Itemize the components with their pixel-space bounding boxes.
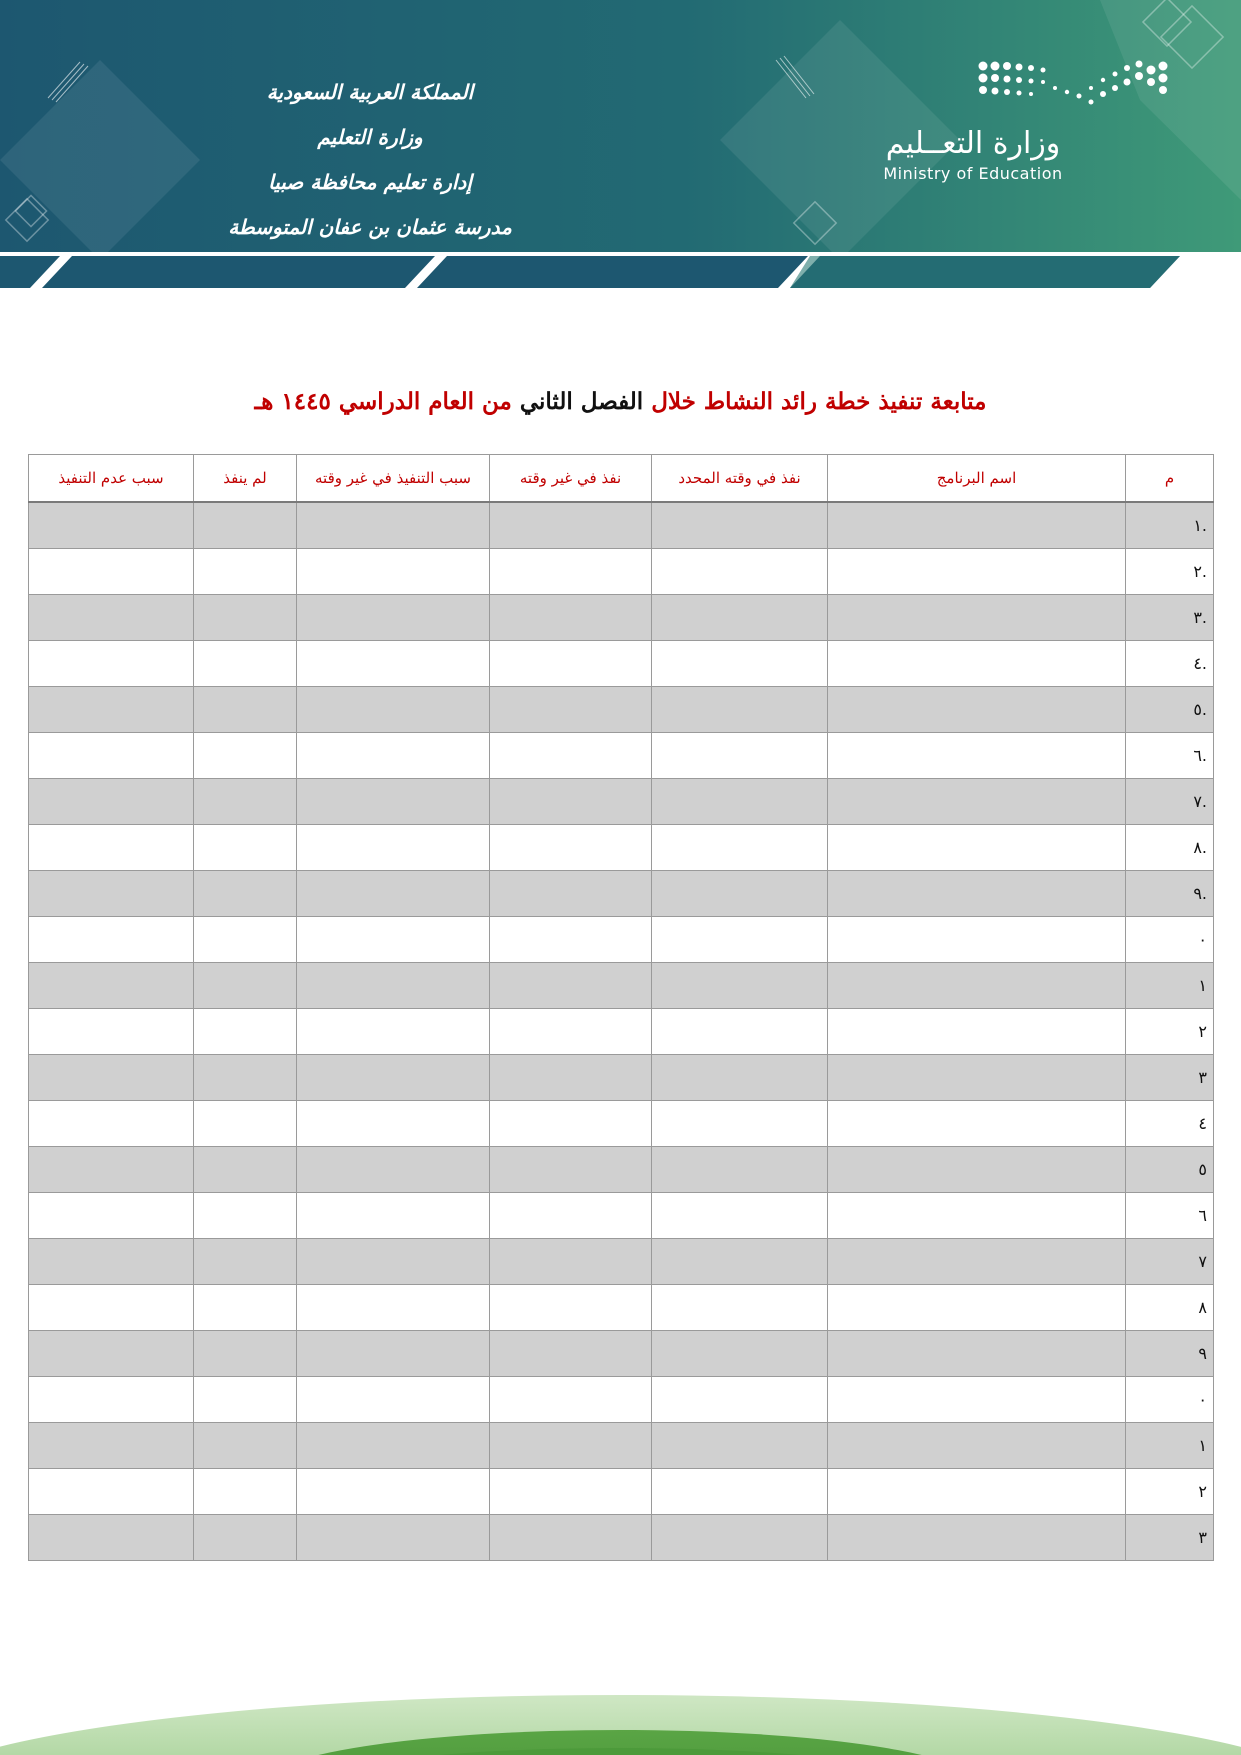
row-number-cell: .٥ <box>1126 687 1214 733</box>
header-done-on-time: نفذ في وقته المحدد <box>652 455 828 503</box>
done-late-cell[interactable] <box>490 917 652 963</box>
header-line-kingdom: المملكة العربية السعودية <box>266 80 474 104</box>
done-on-time-cell[interactable] <box>652 641 828 687</box>
table-row <box>29 779 1214 825</box>
program-name-cell[interactable] <box>828 963 1126 1009</box>
logo-dots-icon <box>973 58 1173 118</box>
program-name-cell[interactable] <box>828 779 1126 825</box>
not-done-reason-cell[interactable] <box>29 733 194 779</box>
done-on-time-cell[interactable] <box>652 779 828 825</box>
program-name-cell[interactable] <box>828 687 1126 733</box>
row-number-cell: .٧ <box>1126 779 1214 825</box>
done-on-time-cell[interactable] <box>652 595 828 641</box>
not-done-cell[interactable] <box>194 917 297 963</box>
table-row <box>29 871 1214 917</box>
late-reason-cell[interactable] <box>297 502 490 549</box>
not-done-cell[interactable] <box>194 1147 297 1193</box>
not-done-reason-cell[interactable] <box>29 917 194 963</box>
not-done-cell[interactable] <box>194 1055 297 1101</box>
not-done-reason-cell[interactable] <box>29 963 194 1009</box>
table-row <box>29 1055 1214 1101</box>
not-done-reason-cell[interactable] <box>29 1515 194 1561</box>
program-name-cell[interactable] <box>828 1515 1126 1561</box>
table-row <box>29 1101 1214 1147</box>
not-done-reason-cell[interactable] <box>29 1331 194 1377</box>
table-row <box>29 502 1214 549</box>
program-name-cell[interactable] <box>828 1009 1126 1055</box>
program-name-cell[interactable] <box>828 641 1126 687</box>
not-done-cell[interactable] <box>194 502 297 549</box>
done-late-cell[interactable] <box>490 963 652 1009</box>
table-header-row <box>29 455 1214 503</box>
not-done-reason-cell[interactable] <box>29 825 194 871</box>
not-done-cell[interactable] <box>194 1515 297 1561</box>
header-done-late: نفذ في غير وقته <box>490 455 652 503</box>
done-late-cell[interactable] <box>490 1423 652 1469</box>
row-number-cell: .٩ <box>1126 871 1214 917</box>
school-header-text <box>160 70 580 250</box>
row-number-cell: ٩ <box>1126 1331 1214 1377</box>
done-on-time-cell[interactable] <box>652 1193 828 1239</box>
row-number-cell: .٤ <box>1126 641 1214 687</box>
late-reason-cell[interactable] <box>297 917 490 963</box>
late-reason-cell[interactable] <box>297 687 490 733</box>
late-reason-cell[interactable] <box>297 825 490 871</box>
late-reason-cell[interactable] <box>297 1239 490 1285</box>
table-row <box>29 733 1214 779</box>
table-row <box>29 1377 1214 1423</box>
done-on-time-cell[interactable] <box>652 963 828 1009</box>
header-late-reason: سبب التنفيذ في غير وقته <box>297 455 490 503</box>
done-on-time-cell[interactable] <box>652 687 828 733</box>
done-late-cell[interactable] <box>490 1515 652 1561</box>
late-reason-cell[interactable] <box>297 1101 490 1147</box>
table-row <box>29 825 1214 871</box>
done-on-time-cell[interactable] <box>652 917 828 963</box>
done-on-time-cell[interactable] <box>652 1147 828 1193</box>
logo-english-text: Ministry of Education <box>883 164 1063 183</box>
done-on-time-cell[interactable] <box>652 1009 828 1055</box>
table-row <box>29 917 1214 963</box>
done-on-time-cell[interactable] <box>652 1055 828 1101</box>
table-row <box>29 687 1214 733</box>
late-reason-cell[interactable] <box>297 1515 490 1561</box>
late-reason-cell[interactable] <box>297 1469 490 1515</box>
table-row <box>29 1009 1214 1055</box>
not-done-cell[interactable] <box>194 1331 297 1377</box>
ministry-logo <box>868 58 1178 188</box>
done-late-cell[interactable] <box>490 825 652 871</box>
title-part-1: متابعة تنفيذ خطة رائد النشاط خلال <box>651 388 987 415</box>
done-on-time-cell[interactable] <box>652 1423 828 1469</box>
not-done-reason-cell[interactable] <box>29 687 194 733</box>
late-reason-cell[interactable] <box>297 1423 490 1469</box>
table-row <box>29 1239 1214 1285</box>
header-not-done: لم ينفذ <box>194 455 297 503</box>
program-name-cell[interactable] <box>828 825 1126 871</box>
late-reason-cell[interactable] <box>297 733 490 779</box>
done-late-cell[interactable] <box>490 1055 652 1101</box>
row-number-cell: .٨ <box>1126 825 1214 871</box>
program-name-cell[interactable] <box>828 1239 1126 1285</box>
not-done-reason-cell[interactable] <box>29 779 194 825</box>
header-line-ministry: وزارة التعليم <box>317 125 423 149</box>
not-done-reason-cell[interactable] <box>29 1285 194 1331</box>
late-reason-cell[interactable] <box>297 1377 490 1423</box>
table-row <box>29 963 1214 1009</box>
done-late-cell[interactable] <box>490 871 652 917</box>
row-number-cell: .٦ <box>1126 733 1214 779</box>
program-name-cell[interactable] <box>828 1193 1126 1239</box>
done-late-cell[interactable] <box>490 1239 652 1285</box>
done-on-time-cell[interactable] <box>652 733 828 779</box>
program-name-cell[interactable] <box>828 1377 1126 1423</box>
row-number-cell: ٤ <box>1126 1101 1214 1147</box>
page-title <box>0 388 1241 415</box>
late-reason-cell[interactable] <box>297 1147 490 1193</box>
footer-wave <box>0 1690 1241 1755</box>
done-on-time-cell[interactable] <box>652 871 828 917</box>
not-done-cell[interactable] <box>194 1423 297 1469</box>
done-late-cell[interactable] <box>490 1147 652 1193</box>
late-reason-cell[interactable] <box>297 1009 490 1055</box>
done-late-cell[interactable] <box>490 1101 652 1147</box>
row-number-cell: ٣ <box>1126 1515 1214 1561</box>
done-late-cell[interactable] <box>490 1331 652 1377</box>
late-reason-cell[interactable] <box>297 549 490 595</box>
late-reason-cell[interactable] <box>297 641 490 687</box>
program-name-cell[interactable] <box>828 1055 1126 1101</box>
not-done-cell[interactable] <box>194 779 297 825</box>
header-index: م <box>1126 455 1214 503</box>
table-body <box>29 502 1214 1561</box>
done-late-cell[interactable] <box>490 687 652 733</box>
not-done-reason-cell[interactable] <box>29 549 194 595</box>
program-name-cell[interactable] <box>828 1147 1126 1193</box>
title-part-2: الفصل الثاني <box>519 388 644 415</box>
not-done-cell[interactable] <box>194 1285 297 1331</box>
header-line-department: إدارة تعليم محافظة صبيا <box>268 170 472 194</box>
not-done-cell[interactable] <box>194 733 297 779</box>
not-done-reason-cell[interactable] <box>29 1239 194 1285</box>
done-late-cell[interactable] <box>490 779 652 825</box>
not-done-reason-cell[interactable] <box>29 871 194 917</box>
late-reason-cell[interactable] <box>297 1055 490 1101</box>
done-late-cell[interactable] <box>490 595 652 641</box>
not-done-cell[interactable] <box>194 825 297 871</box>
not-done-cell[interactable] <box>194 595 297 641</box>
title-part-3: من العام الدراسي ١٤٤٥ هـ <box>254 388 512 415</box>
row-number-cell: .٢ <box>1126 549 1214 595</box>
not-done-cell[interactable] <box>194 963 297 1009</box>
table-row <box>29 595 1214 641</box>
header-banner <box>0 0 1241 290</box>
not-done-reason-cell[interactable] <box>29 1193 194 1239</box>
not-done-reason-cell[interactable] <box>29 1101 194 1147</box>
table-row <box>29 641 1214 687</box>
table-row <box>29 1193 1214 1239</box>
late-reason-cell[interactable] <box>297 871 490 917</box>
done-on-time-cell[interactable] <box>652 1469 828 1515</box>
done-late-cell[interactable] <box>490 1469 652 1515</box>
done-late-cell[interactable] <box>490 502 652 549</box>
table-row <box>29 1469 1214 1515</box>
table-row <box>29 1423 1214 1469</box>
table-row <box>29 1331 1214 1377</box>
program-name-cell[interactable] <box>828 1423 1126 1469</box>
header-not-done-reason: سبب عدم التنفيذ <box>29 455 194 503</box>
header-line-school: مدرسة عثمان بن عفان المتوسطة <box>228 215 512 239</box>
not-done-reason-cell[interactable] <box>29 1377 194 1423</box>
not-done-reason-cell[interactable] <box>29 1469 194 1515</box>
late-reason-cell[interactable] <box>297 1331 490 1377</box>
not-done-reason-cell[interactable] <box>29 1147 194 1193</box>
table-row <box>29 1147 1214 1193</box>
not-done-cell[interactable] <box>194 1101 297 1147</box>
not-done-cell[interactable] <box>194 687 297 733</box>
row-number-cell: ٨ <box>1126 1285 1214 1331</box>
program-name-cell[interactable] <box>828 549 1126 595</box>
row-number-cell: ٢ <box>1126 1009 1214 1055</box>
late-reason-cell[interactable] <box>297 595 490 641</box>
done-late-cell[interactable] <box>490 641 652 687</box>
row-number-cell: ٠ <box>1126 1377 1214 1423</box>
program-name-cell[interactable] <box>828 917 1126 963</box>
not-done-cell[interactable] <box>194 1469 297 1515</box>
not-done-reason-cell[interactable] <box>29 595 194 641</box>
done-late-cell[interactable] <box>490 1285 652 1331</box>
row-number-cell: ٢ <box>1126 1469 1214 1515</box>
header-program-name: اسم البرنامج <box>828 455 1126 503</box>
follow-up-table <box>28 454 1214 1561</box>
late-reason-cell[interactable] <box>297 779 490 825</box>
not-done-cell[interactable] <box>194 1239 297 1285</box>
table-row <box>29 1515 1214 1561</box>
follow-up-table-wrapper <box>28 454 1213 1561</box>
done-on-time-cell[interactable] <box>652 502 828 549</box>
done-on-time-cell[interactable] <box>652 1285 828 1331</box>
done-late-cell[interactable] <box>490 733 652 779</box>
not-done-cell[interactable] <box>194 1193 297 1239</box>
not-done-reason-cell[interactable] <box>29 502 194 549</box>
program-name-cell[interactable] <box>828 595 1126 641</box>
logo-arabic-text: وزارة التعــليم <box>885 126 1061 161</box>
not-done-cell[interactable] <box>194 1377 297 1423</box>
done-on-time-cell[interactable] <box>652 1331 828 1377</box>
done-on-time-cell[interactable] <box>652 1377 828 1423</box>
row-number-cell: ٥ <box>1126 1147 1214 1193</box>
table-row <box>29 1285 1214 1331</box>
late-reason-cell[interactable] <box>297 1193 490 1239</box>
done-late-cell[interactable] <box>490 1377 652 1423</box>
program-name-cell[interactable] <box>828 733 1126 779</box>
done-on-time-cell[interactable] <box>652 549 828 595</box>
not-done-cell[interactable] <box>194 1009 297 1055</box>
row-number-cell: ٧ <box>1126 1239 1214 1285</box>
done-on-time-cell[interactable] <box>652 825 828 871</box>
not-done-reason-cell[interactable] <box>29 1009 194 1055</box>
row-number-cell: ١ <box>1126 1423 1214 1469</box>
row-number-cell: ٠ <box>1126 917 1214 963</box>
not-done-cell[interactable] <box>194 871 297 917</box>
program-name-cell[interactable] <box>828 1101 1126 1147</box>
row-number-cell: ٦ <box>1126 1193 1214 1239</box>
row-number-cell: ١ <box>1126 963 1214 1009</box>
row-number-cell: ٣ <box>1126 1055 1214 1101</box>
program-name-cell[interactable] <box>828 1331 1126 1377</box>
not-done-cell[interactable] <box>194 549 297 595</box>
done-on-time-cell[interactable] <box>652 1515 828 1561</box>
program-name-cell[interactable] <box>828 502 1126 549</box>
done-on-time-cell[interactable] <box>652 1101 828 1147</box>
program-name-cell[interactable] <box>828 1469 1126 1515</box>
not-done-reason-cell[interactable] <box>29 1423 194 1469</box>
late-reason-cell[interactable] <box>297 1285 490 1331</box>
not-done-cell[interactable] <box>194 641 297 687</box>
row-number-cell: .٣ <box>1126 595 1214 641</box>
done-late-cell[interactable] <box>490 1009 652 1055</box>
program-name-cell[interactable] <box>828 871 1126 917</box>
done-late-cell[interactable] <box>490 549 652 595</box>
program-name-cell[interactable] <box>828 1285 1126 1331</box>
not-done-reason-cell[interactable] <box>29 1055 194 1101</box>
row-number-cell: .١ <box>1126 502 1214 549</box>
done-late-cell[interactable] <box>490 1193 652 1239</box>
table-row <box>29 549 1214 595</box>
late-reason-cell[interactable] <box>297 963 490 1009</box>
footer-decoration <box>0 1690 1241 1755</box>
done-on-time-cell[interactable] <box>652 1239 828 1285</box>
not-done-reason-cell[interactable] <box>29 641 194 687</box>
